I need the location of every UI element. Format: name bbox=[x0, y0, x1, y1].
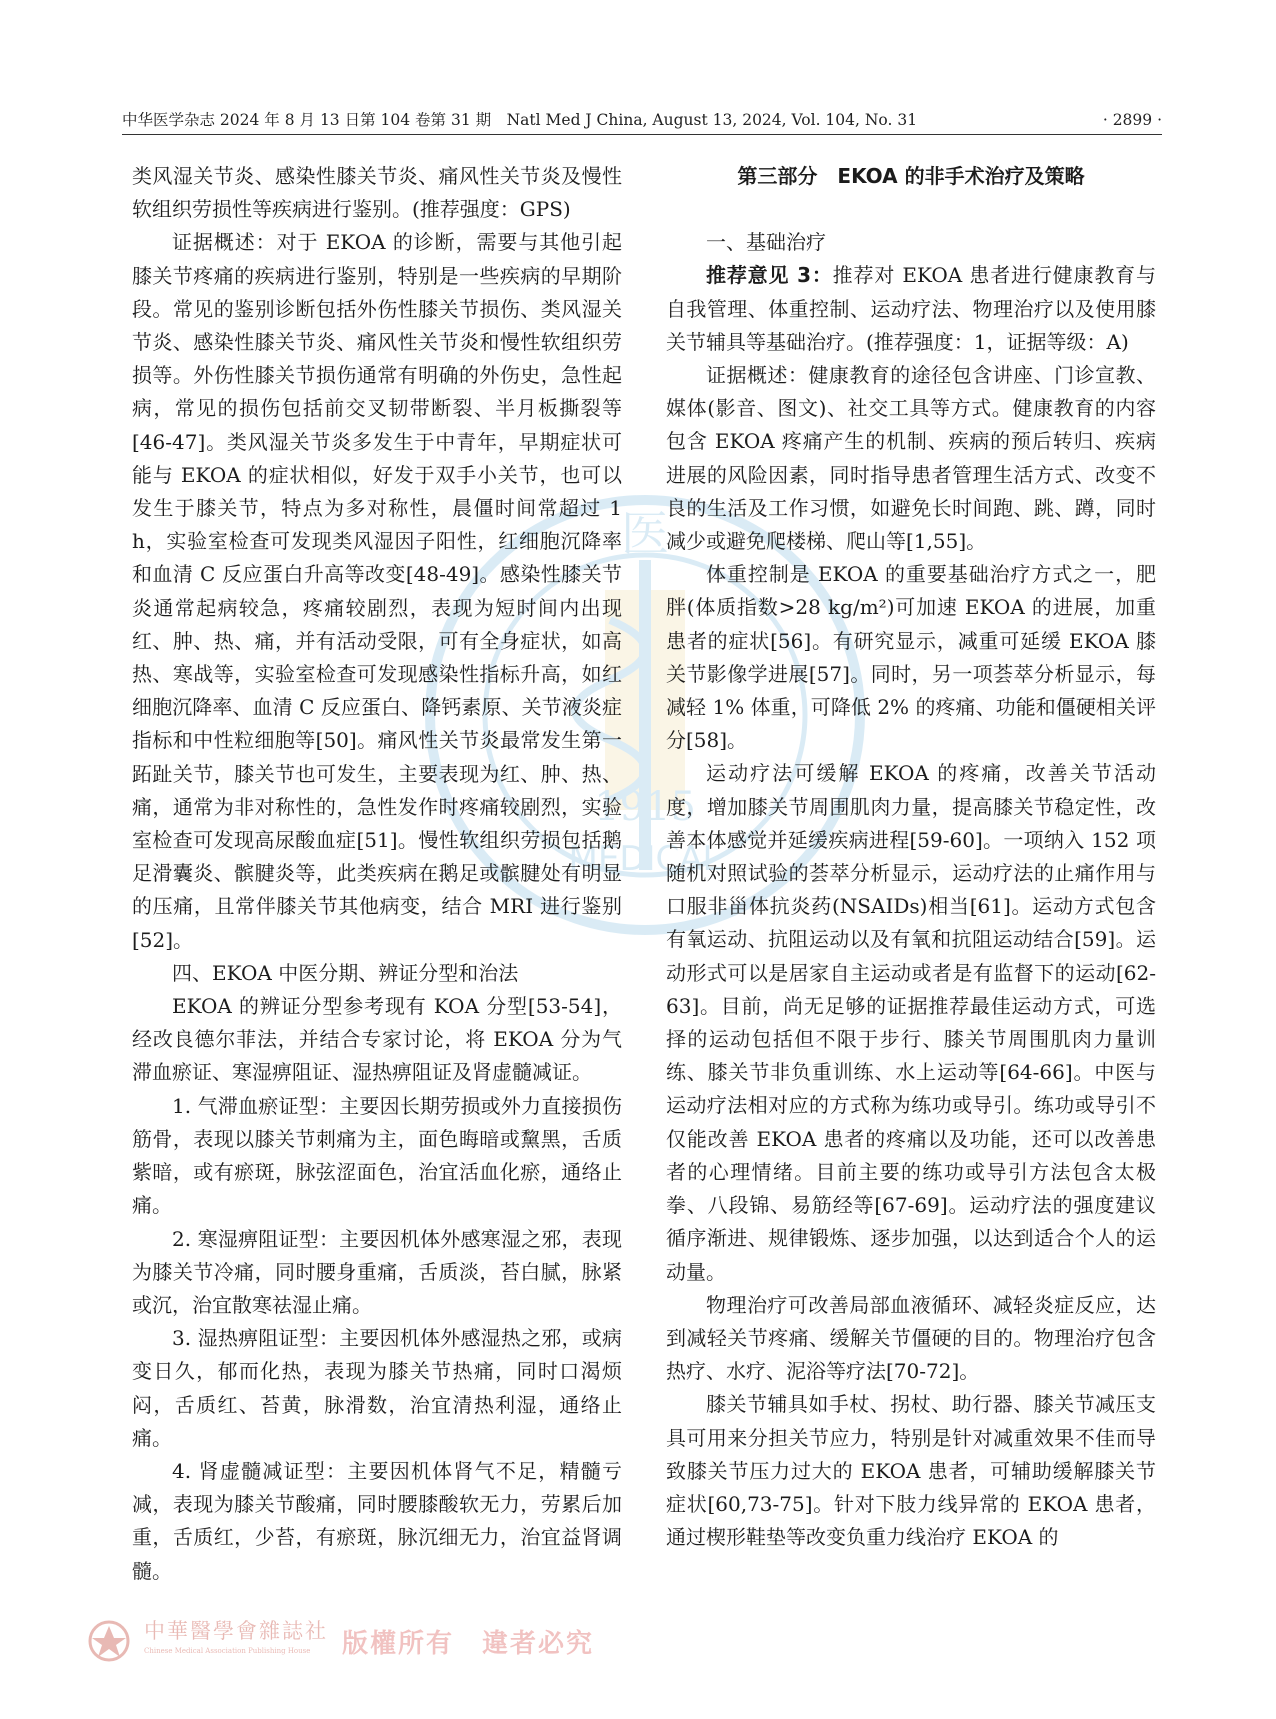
page-number: · 2899 · bbox=[1102, 111, 1162, 129]
right-column bbox=[666, 160, 1156, 1554]
publisher-seal-icon bbox=[88, 1620, 130, 1662]
part-title: 第三部分 EKOA 的非手术治疗及策略 bbox=[737, 164, 1085, 188]
paragraph: 膝关节辅具如手杖、拐杖、助行器、膝关节减压支具可用来分担关节应力，特别是针对减重效果不佳而导致膝关节压力过大的 EKOA 患者，可辅助缓解膝关节症状[60,73-75]。针对下肢力线异常的 EKOA 患者，通过楔形鞋垫等改变负重力线治疗 EKOA 的 bbox=[666, 1392, 1156, 1550]
recommendation bbox=[666, 259, 1156, 359]
watermark-letters: MEDICAL bbox=[568, 839, 722, 879]
publisher-footer bbox=[88, 1620, 594, 1662]
section-heading: 四、EKOA 中医分期、辨证分型和治法 bbox=[172, 960, 519, 985]
watermark-year: 1915 bbox=[594, 784, 696, 830]
paragraph: 证据概述：健康教育的途径包含讲座、门诊宣教、媒体(影音、图文)、社交工具等方式。健康教育的内容包含 EKOA 疼痛产生的机制、疾病的预后转归、疾病进展的风险因素，同时指导患者管理生活方式、改变不良的生活及工作习惯，如避免长时间跑、跳、蹲，同时减少或避免爬楼梯、爬山等[1,55]。 bbox=[666, 363, 1156, 554]
paragraph: 物理治疗可改善局部血液循环、减轻炎症反应，达到减轻关节疼痛、缓解关节僵硬的目的。物理治疗包含热疗、水疗、泥浴等疗法[70-72]。 bbox=[666, 1292, 1156, 1384]
paragraph: 1. 气滞血瘀证型：主要因长期劳损或外力直接损伤筋骨，表现以膝关节刺痛为主，面色晦暗或黧黑，舌质紫暗，或有瘀斑，脉弦涩面色，治宜活血化瘀，通络止痛。 bbox=[132, 1093, 622, 1218]
copyright-notice: 版權所有 違者必究 bbox=[342, 1628, 595, 1659]
left-column bbox=[132, 160, 622, 1588]
recommendation-text: 推荐对 EKOA 患者进行健康教育与自我管理、体重控制、运动疗法、物理治疗以及使用膝关节辅具等基础治疗。(推荐强度：1，证据等级：A) bbox=[666, 263, 1156, 354]
paragraph: 运动疗法可缓解 EKOA 的疼痛，改善关节活动度，增加膝关节周围肌肉力量，提高膝关节稳定性，改善本体感觉并延缓疾病进程[59-60]。一项纳入 152 项随机对照试验的荟萃分析显示，运动疗法的止痛作用与口服非甾体抗炎药(NSAIDs)相当[61]。运动方式包含有氧运动、抗阻运动以及有氧和抗阻运动结合[59]。运动形式可以是居家自主运动或者是有监督下的运动[62-63]。目前，尚无足够的证据推荐最佳运动方式，可选择的运动包括但不限于步行、膝关节周围肌肉力量训练、膝关节非负重训练、水上运动等[64-66]。中医与运动疗法相对应的方式称为练功或导引。练功或导引不仅能改善 EKOA 患者的疼痛以及功能，还可以改善患者的心理情绪。目前主要的练功或导引方法包含太极拳、八段锦、易筋经等[67-69]。运动疗法的强度建议循序渐进、规律锻炼、逐步加强，以达到适合个人的运动量。 bbox=[666, 761, 1156, 1284]
paragraph: 体重控制是 EKOA 的重要基础治疗方式之一，肥胖(体质指数>28 kg/m²)可加速 EKOA 的进展，加重患者的症状[56]。有研究显示，减重可延缓 EKOA 膝关节影像学进展[57]。同时，另一项荟萃分析显示，每减轻 1% 体重，可降低 2% 的疼痛、功能和僵硬相关评分[58]。 bbox=[666, 562, 1156, 753]
paragraph: 2. 寒湿痹阻证型：主要因机体外感寒湿之邪，表现为膝关节冷痛，同时腰身重痛，舌质淡，苔白腻，脉紧或沉，治宜散寒祛湿止痛。 bbox=[132, 1226, 622, 1317]
publisher-name-en: Chinese Medical Association Publishing House bbox=[144, 1647, 311, 1655]
paragraph: 类风湿关节炎、感染性膝关节炎、痛风性关节炎及慢性软组织劳损性等疾病进行鉴别。(推荐强度：GPS) bbox=[132, 164, 622, 222]
watermark-character: 医 bbox=[620, 506, 670, 562]
subheading: 一、基础治疗 bbox=[706, 230, 826, 255]
running-header bbox=[122, 108, 1162, 130]
paragraph: EKOA 的辨证分型参考现有 KOA 分型[53-54]，经改良德尔菲法，并结合专家讨论，将 EKOA 分为气滞血瘀证、寒湿痹阻证、湿热痹阻证及肾虚髓减证。 bbox=[132, 994, 622, 1085]
publisher-name bbox=[144, 1621, 328, 1661]
journal-citation: 中华医学杂志 2024 年 8 月 13 日第 104 卷第 31 期 Natl Med J China, August 13, 2024, Vol. 104, No. 31 bbox=[122, 111, 918, 129]
paragraph: 3. 湿热痹阻证型：主要因机体外感湿热之邪，或病变日久，郁而化热，表现为膝关节热痛，同时口渴烦闷，舌质红、苔黄，脉滑数，治宜清热利湿，通络止痛。 bbox=[132, 1326, 622, 1450]
paragraph: 证据概述：对于 EKOA 的诊断，需要与其他引起膝关节疼痛的疾病进行鉴别，特别是一些疾病的早期阶段。常见的鉴别诊断包括外伤性膝关节损伤、类风湿关节炎、感染性膝关节炎、痛风性关节炎和慢性软组织劳损等。外伤性膝关节损伤通常有明确的外伤史，急性起病，常见的损伤包括前交叉韧带断裂、半月板撕裂等[46-47]。类风湿关节炎多发生于中青年，早期症状可能与 EKOA 的症状相似，好发于双手小关节，也可以发生于膝关节，特点为多对称性，晨僵时间常超过 1 h，实验室检查可发现类风湿因子阳性，红细胞沉降率和血清 C 反应蛋白升高等改变[48-49]。感染性膝关节炎通常起病较急，疼痛较剧烈，表现为短时间内出现红、肿、热、痛，并有活动受限，可有全身症状，如高热、寒战等，实验室检查可发现感染性指标升高，如红细胞沉降率、血清 C 反应蛋白、降钙素原、关节液炎症指标和中性粒细胞等[50]。痛风性关节炎最常发生第一跖趾关节，膝关节也可发生，主要表现为红、肿、热、痛，通常为非对称性的，急性发作时疼痛较剧烈，实验室检查可发现高尿酸血症[51]。慢性软组织劳损包括鹅足滑囊炎、髌腱炎等，此类疾病在鹅足或髌腱处有明显的压痛，且常伴膝关节其他病变，结合 MRI 进行鉴别[52]。 bbox=[132, 230, 622, 952]
publisher-name-zh: 中華醫學會雜誌社 bbox=[144, 1619, 328, 1643]
recommendation-label: 推荐意见 3： bbox=[706, 263, 833, 288]
paragraph: 4. 肾虚髓减证型：主要因机体肾气不足，精髓亏减，表现为膝关节酸痛，同时腰膝酸软无力，劳累后加重，舌质红，少苔，有瘀斑，脉沉细无力，治宜益肾调髓。 bbox=[132, 1458, 622, 1583]
header-divider bbox=[122, 134, 1162, 135]
